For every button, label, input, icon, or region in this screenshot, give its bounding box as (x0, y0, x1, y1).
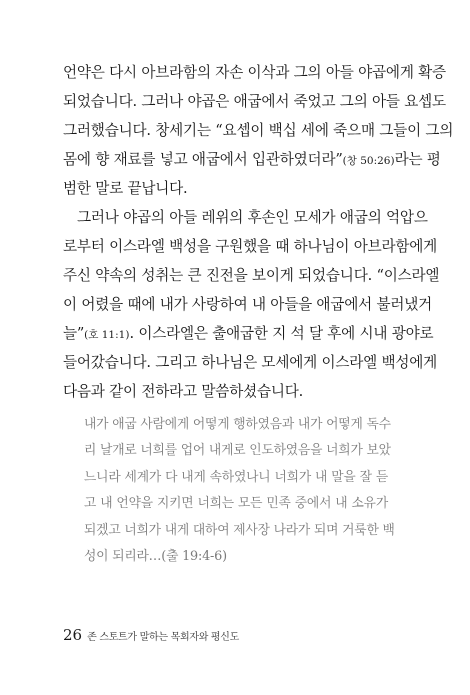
body-line: 그러했습니다. 창세기는 “요셉이 백십 세에 죽으매 그들이 그의 (63, 122, 454, 139)
page-footer (63, 626, 239, 646)
body-line: 로부터 이스라엘 백성을 구원했을 때 하나님이 아브라함에게 (63, 238, 438, 255)
body-line: 언약은 다시 아브라함의 자손 이삭과 그의 아들 야곱에게 확증 (63, 64, 446, 81)
body-line: 범한 말로 끝납니다. (63, 180, 188, 197)
body-text-segment: 라는 평 (394, 151, 441, 168)
scripture-reference: (호 11:1) (84, 329, 130, 341)
quote-line: 성이 되리라…(출 19:4-6) (84, 548, 227, 564)
body-line (63, 319, 434, 348)
body-text-segment: 몸에 향 재료를 넣고 애굽에서 입관하였더라” (63, 151, 343, 168)
scripture-quote (84, 412, 395, 570)
body-line: 들어갔습니다. 그리고 하나님은 모세에게 이스라엘 백성에게 (63, 354, 438, 371)
quote-line: 내가 애굽 사람에게 어떻게 행하였음과 내가 어떻게 독수 (84, 417, 391, 432)
page-number: 26 (63, 626, 83, 644)
body-text (63, 58, 454, 406)
quote-line: 고 내 언약을 지키면 너희는 모든 민족 중에서 내 소유가 (84, 496, 388, 512)
body-text-segment: . 이스라엘은 출애굽한 지 석 달 후에 시내 광야로 (129, 325, 434, 342)
body-line: 주신 약속의 성취는 큰 진전을 보이게 되었습니다. “이스라엘 (63, 267, 440, 284)
body-line: 다음과 같이 전하라고 말씀하셨습니다. (63, 383, 304, 400)
body-text-segment: 늘” (63, 325, 85, 342)
quote-line: 되겠고 너희가 내게 대하여 제사장 나라가 되며 거룩한 백 (84, 522, 395, 538)
running-book-title: 존 스토트가 말하는 목회자와 평신도 (87, 632, 240, 643)
quote-line: 느니라 세계가 다 내게 속하였나니 너희가 내 말을 잘 듣 (84, 469, 388, 485)
body-line (63, 145, 441, 174)
body-line: 되었습니다. 그러나 야곱은 애굽에서 죽었고 그의 아들 요셉도 (63, 93, 446, 110)
quote-line: 리 날개로 너희를 업어 내게로 인도하였음을 너희가 보았 (84, 443, 391, 459)
scripture-reference: (창 50:26) (342, 155, 395, 167)
body-line: 그러나 야곱의 아들 레위의 후손인 모세가 애굽의 억압으 (77, 209, 428, 226)
body-line: 이 어렸을 때에 내가 사랑하여 내 아들을 애굽에서 불러냈거 (63, 296, 433, 313)
